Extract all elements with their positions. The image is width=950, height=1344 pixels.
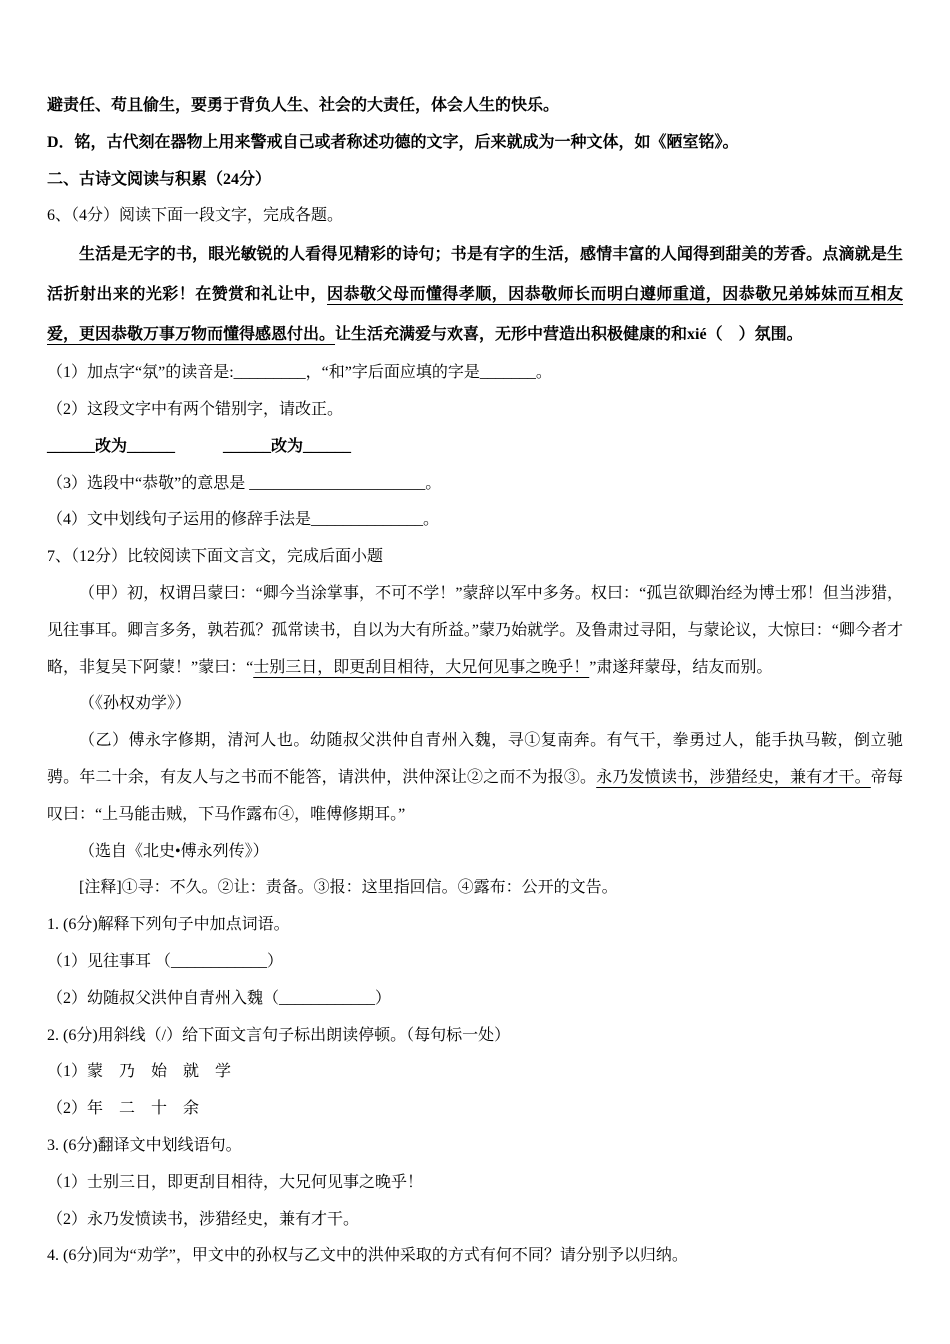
text-segment: 生活是无字的书，眼光敏锐的人看得见精彩的诗句；书是有字的生活，感情丰富的人闻得到甜美的芳香。点滴就是生活折射出来的光彩！在赞赏和礼让中， — [47, 246, 903, 304]
text-segment: （4）文中划线句子运用的修辞手法是______________。 — [47, 511, 440, 529]
option-d-line — [47, 125, 903, 162]
q2-sub-2 — [47, 1091, 903, 1128]
text-segment: （2）这段文字中有两个错别字，请改正。 — [47, 400, 344, 418]
text-segment: （1）士别三日，即更刮目相待，大兄何见事之晚乎！ — [47, 1173, 424, 1191]
text-segment: （《孙权劝学》） — [79, 695, 192, 713]
q6-sub-2-blanks — [47, 429, 903, 466]
question-3 — [47, 1128, 903, 1165]
source-yi — [47, 834, 903, 871]
option-continuation-line — [47, 88, 903, 125]
text-segment: 6、（4分）阅读下面一段文字，完成各题。 — [47, 207, 344, 225]
text-segment: 2. (6分)用斜线（/）给下面文言句子标出朗读停顿。（每句标一处） — [47, 1026, 511, 1044]
text-segment: 二、古诗文阅读与积累（24分） — [47, 170, 272, 188]
text-segment: 让生活充满爱与欢喜，无形中营造出积极健康的和xié（ ）氛围。 — [335, 326, 803, 344]
text-segment: （甲）初，权谓吕蒙曰：“卿今当涂掌事，不可不学！”蒙辞以军中多务。权曰：“孤岂欲卿治经为博士邪！但当涉猎，见往事耳。卿言多务，孰若孤？孤常读书，自以为大有所益。”蒙乃始就学。及鲁肃过寻阳，与蒙论议，大惊曰：“卿今者才略，非复吴下阿蒙！”蒙曰：“ — [47, 584, 903, 676]
q1-sub-1 — [47, 944, 903, 981]
text-segment: 1. (6分)解释下列句子中加点词语。 — [47, 916, 290, 934]
underlined-text-segment: 因恭敬父母而懂得孝顺，因恭敬师长而明白遵师重道，因恭敬兄弟姊妹而互相友爱，更因恭敬万事万物而懂得感恩付出。 — [47, 286, 903, 344]
classical-text-yi — [47, 723, 903, 833]
text-segment: 避责任、苟且偷生，要勇于背负人生、社会的大责任，体会人生的快乐。 — [47, 97, 560, 114]
text-segment: （选自《北史•傅永列传》） — [79, 842, 269, 860]
source-jia — [47, 686, 903, 723]
underlined-text-segment: 士别三日，即更刮目相待，大兄何见事之晚乎！ — [253, 658, 590, 676]
text-segment: （2）幼随叔父洪仲自青州入魏（____________） — [47, 989, 392, 1007]
text-segment: （1）见往事耳 （____________） — [47, 952, 284, 970]
text-segment: ______改为______ ______改为______ — [47, 437, 352, 455]
q6-sub-2 — [47, 392, 903, 429]
question-6-intro — [47, 198, 903, 235]
q6-sub-1 — [47, 355, 903, 392]
q1-sub-2 — [47, 981, 903, 1018]
text-segment: 3. (6分)翻译文中划线语句。 — [47, 1136, 242, 1154]
text-segment: D．铭，古代刻在器物上用来警戒自己或者称述功德的文字，后来就成为一种文体，如《陋室铭》。 — [47, 133, 739, 151]
q2-sub-1 — [47, 1054, 903, 1091]
text-segment: （2）年 二 十 余 — [47, 1100, 200, 1118]
question-7-intro — [47, 539, 903, 576]
document-body — [47, 88, 903, 1275]
annotations — [47, 870, 903, 907]
q6-sub-4 — [47, 502, 903, 539]
underlined-text-segment: 永乃发愤读书，涉猎经史，兼有才干。 — [596, 768, 871, 786]
text-segment: （3）选段中“恭敬”的意思是 ______________________。 — [47, 474, 442, 492]
classical-text-jia — [47, 576, 903, 686]
question-1 — [47, 907, 903, 944]
text-segment: 4. (6分)同为“劝学”，甲文中的孙权与乙文中的洪仲采取的方式有何不同？请分别予以归纳。 — [47, 1247, 688, 1265]
section-heading — [47, 162, 903, 199]
text-segment: （2）永乃发愤读书，涉猎经史，兼有才干。 — [47, 1210, 360, 1228]
q3-sub-1 — [47, 1165, 903, 1202]
text-segment: （1）加点字“氛”的读音是:_________，“和”字后面应填的字是_______。 — [47, 364, 552, 382]
text-segment: （乙）傅永字修期，清河人也。幼随叔父洪仲自青州入魏，寻①复南奔。有气干，拳勇过人，能手执马鞍，倒立驰骋。年二十余，有友人与之书而不能答，请洪仲，洪仲深让②之而不为报③。 — [47, 732, 903, 786]
text-segment: （1）蒙 乃 始 就 学 — [47, 1063, 232, 1081]
question-2 — [47, 1018, 903, 1055]
q3-sub-2 — [47, 1202, 903, 1239]
text-segment: 7、（12分）比较阅读下面文言文，完成后面小题 — [47, 548, 384, 566]
reading-passage — [47, 235, 903, 355]
question-4 — [47, 1238, 903, 1275]
text-segment: [注释]①寻：不久。②让：责备。③报：这里指回信。④露布：公开的文告。 — [79, 879, 618, 897]
q6-sub-3 — [47, 466, 903, 503]
text-segment: 帝每叹曰：“上马能击贼，下马作露布④，唯傅修期耳。” — [47, 768, 903, 823]
text-segment: ”肃遂拜蒙母，结友而别。 — [589, 658, 773, 676]
